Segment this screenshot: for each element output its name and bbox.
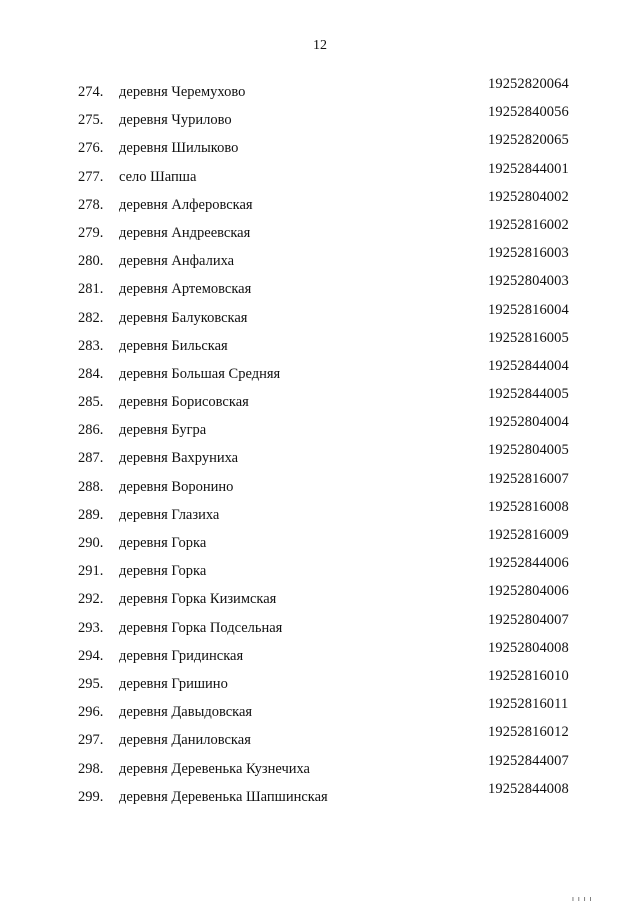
item-number: 288. (78, 478, 104, 495)
item-number: 291. (78, 563, 104, 580)
settlement-name: деревня Горка (119, 563, 207, 580)
item-number: 298. (78, 760, 104, 777)
list-item (0, 780, 640, 815)
settlement-name: деревня Давыдовская (119, 704, 253, 721)
item-number: 282. (78, 309, 104, 326)
oktmo-code: 19252816003 (488, 245, 569, 262)
oktmo-code: 19252844008 (488, 780, 569, 797)
item-number: 289. (78, 506, 104, 523)
item-number: 276. (78, 140, 104, 157)
oktmo-code: 19252844004 (488, 357, 569, 374)
oktmo-code: 19252820065 (488, 132, 569, 149)
oktmo-code: 19252840056 (488, 104, 569, 121)
scan-marks: ı ı ı ı (572, 896, 593, 903)
oktmo-code: 19252804005 (488, 442, 569, 459)
settlement-name: деревня Гришино (119, 675, 228, 692)
settlement-name: деревня Воронино (119, 478, 234, 495)
settlement-name: деревня Анфалиха (119, 253, 235, 270)
item-number: 294. (78, 647, 104, 664)
oktmo-code: 19252816011 (488, 696, 569, 713)
oktmo-code: 19252804002 (488, 188, 569, 205)
item-number: 295. (78, 675, 104, 692)
settlement-list (0, 76, 640, 815)
settlement-name: деревня Борисовская (119, 394, 249, 411)
settlement-name: деревня Большая Средняя (119, 365, 281, 382)
settlement-name: деревня Даниловская (119, 732, 251, 749)
oktmo-code: 19252816007 (488, 470, 569, 487)
item-number: 280. (78, 253, 104, 270)
oktmo-code: 19252816008 (488, 498, 569, 515)
item-number: 290. (78, 535, 104, 551)
oktmo-code: 19252844006 (488, 555, 569, 572)
settlement-name: деревня Бильская (119, 337, 228, 354)
page-number: 12 (313, 38, 327, 53)
oktmo-code: 19252816002 (488, 216, 569, 233)
item-number: 284. (78, 365, 104, 382)
oktmo-code: 19252820064 (488, 76, 569, 92)
oktmo-code: 19252816010 (488, 667, 569, 684)
oktmo-code: 19252844007 (488, 752, 569, 769)
item-number: 286. (78, 422, 104, 439)
item-number: 278. (78, 196, 104, 213)
item-number: 283. (78, 337, 104, 354)
item-number: 287. (78, 450, 104, 467)
oktmo-code: 19252844005 (488, 386, 569, 403)
item-number: 281. (78, 281, 104, 298)
item-number: 292. (78, 591, 104, 608)
settlement-name: деревня Черемухово (119, 84, 246, 100)
oktmo-code: 19252816005 (488, 329, 569, 346)
item-number: 285. (78, 394, 104, 411)
settlement-name: деревня Артемовская (119, 281, 252, 298)
oktmo-code: 19252804007 (488, 611, 569, 628)
settlement-name: деревня Андреевская (119, 224, 251, 241)
item-number: 274. (78, 84, 104, 100)
item-number: 279. (78, 224, 104, 241)
settlement-name: деревня Гридинская (119, 647, 244, 664)
oktmo-code: 19252816012 (488, 724, 569, 741)
settlement-name: деревня Чурилово (119, 112, 232, 129)
oktmo-code: 19252804003 (488, 273, 569, 290)
oktmo-code: 19252804006 (488, 583, 569, 600)
settlement-name: деревня Балуковская (119, 309, 248, 326)
item-number: 277. (78, 168, 104, 185)
item-number: 297. (78, 732, 104, 749)
item-number: 296. (78, 704, 104, 721)
item-number: 299. (78, 788, 104, 805)
settlement-name: деревня Горка Кизимская (119, 591, 277, 608)
settlement-name: деревня Вахруниха (119, 450, 239, 467)
oktmo-code: 19252816004 (488, 301, 569, 318)
oktmo-code: 19252804004 (488, 414, 569, 431)
oktmo-code: 19252804008 (488, 639, 569, 656)
oktmo-code: 19252844001 (488, 160, 569, 177)
settlement-name: деревня Алферовская (119, 196, 253, 213)
settlement-name: деревня Горка (119, 535, 207, 551)
oktmo-code: 19252816009 (488, 527, 569, 543)
settlement-name: деревня Шилыково (119, 140, 239, 157)
item-number: 275. (78, 112, 104, 129)
settlement-name: деревня Глазиха (119, 506, 220, 523)
settlement-name: село Шапша (119, 168, 197, 185)
settlement-name: деревня Деревенька Шапшинская (119, 788, 328, 805)
item-number: 293. (78, 619, 104, 636)
settlement-name: деревня Горка Подсельная (119, 619, 283, 636)
settlement-name: деревня Деревенька Кузнечиха (119, 760, 310, 777)
settlement-name: деревня Бугра (119, 422, 207, 439)
